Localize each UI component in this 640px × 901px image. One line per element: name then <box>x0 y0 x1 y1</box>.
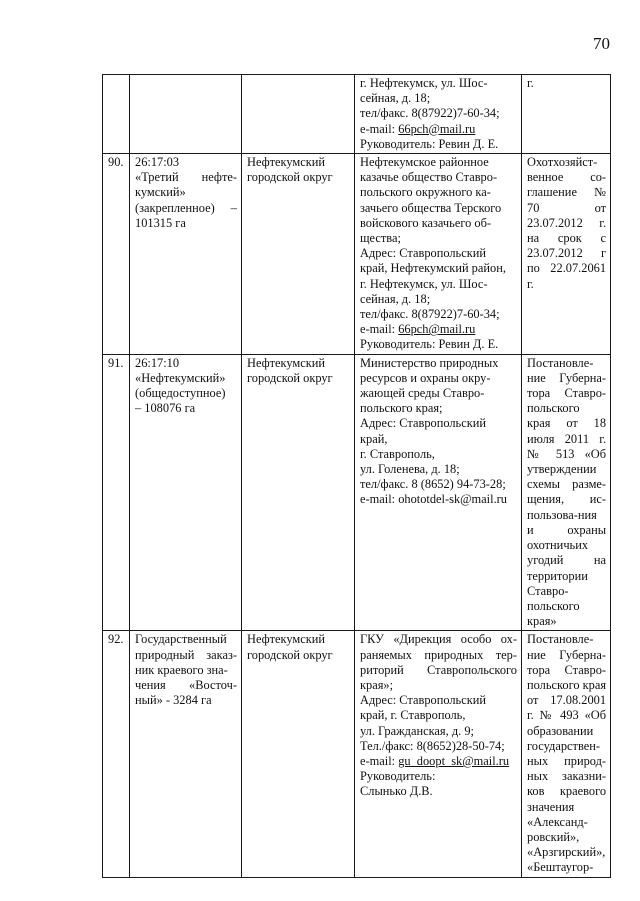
hunting-user-line: Адрес: Ставропольский <box>360 246 486 261</box>
hunting-user-line: e-mail: gu_doopt_sk@mail.ru <box>360 753 510 768</box>
hunting-user-line: Нефтекумское районное <box>360 155 489 170</box>
email-link[interactable]: 66pch@mail.ru <box>398 322 476 337</box>
cadastral-code-line: ник краевого зна- <box>135 662 228 677</box>
legal-basis-line: ных природ- <box>527 753 607 768</box>
hunting-user-line: тел/факс. 8(87922)7-60-34; <box>360 307 500 322</box>
municipal-district-line: городской округ <box>247 370 333 385</box>
hunting-user-line: Руководитель: <box>360 769 436 784</box>
hunting-user-line: польского края; <box>360 401 443 416</box>
hunting-user-line: край, <box>360 431 388 446</box>
hunting-user <box>355 354 522 631</box>
email-link[interactable]: gu_doopt_sk@mail.ru <box>398 753 510 768</box>
legal-basis-line: Постановле- <box>527 632 594 647</box>
row-number-line: 92. <box>108 632 124 647</box>
legal-basis-line: утверждении <box>527 462 597 477</box>
hunting-user-line: тел/факс. 8 (8652) 94-73-28; <box>360 477 506 492</box>
municipal-district <box>242 354 355 631</box>
legal-basis-line: территории <box>527 568 588 583</box>
legal-basis-line: государствен- <box>527 738 600 753</box>
hunting-user-line: Министерство природных <box>360 355 499 370</box>
legal-basis-line: тора Ставро- <box>527 386 607 401</box>
legal-basis-line: польского края <box>527 677 607 692</box>
cadastral-code-line: «Третий нефте- <box>135 170 237 185</box>
municipal-district <box>242 154 355 355</box>
legal-basis-line: «Арзгирский», <box>527 845 606 860</box>
legal-basis-line: угодий на <box>527 553 607 568</box>
row-number <box>103 75 130 154</box>
hunting-user <box>355 154 522 355</box>
hunting-user-line: риторий Ставропольского <box>360 662 517 677</box>
hunting-user-line: e-mail: 66pch@mail.ru <box>360 322 476 337</box>
page-number: 70 <box>593 34 610 53</box>
legal-basis-line: глашение № <box>527 185 607 200</box>
municipal-district <box>242 631 355 877</box>
legal-basis-line: Постановле- <box>527 355 594 370</box>
legal-basis-line: г. <box>527 276 534 291</box>
cadastral-code <box>130 154 242 355</box>
hunting-user-line: польского окружного ка- <box>360 185 491 200</box>
legal-basis-line: венное со- <box>527 170 607 185</box>
hunting-user-line: тел/факс. 8(87922)7-60-34; <box>360 106 500 121</box>
municipal-district-line: Нефтекумский <box>247 632 326 647</box>
legal-basis-line: схемы разме- <box>527 477 607 492</box>
hunting-grounds-table <box>102 74 611 878</box>
legal-basis-line: ние Губерна- <box>527 370 607 385</box>
legal-basis <box>522 631 611 877</box>
hunting-user-line: край, г. Ставрополь, <box>360 708 466 723</box>
legal-basis-line: ных заказни- <box>527 769 607 784</box>
municipal-district-line: городской округ <box>247 170 333 185</box>
legal-basis-line: № 513 «Об <box>527 446 607 461</box>
cadastral-code-line: 26:17:03 <box>135 155 180 170</box>
legal-basis-line: июля 2011 г. <box>527 431 607 446</box>
hunting-user-line: Руководитель: Ревин Д. Е. <box>360 337 499 352</box>
hunting-user-line: края»; <box>360 677 394 692</box>
cadastral-code <box>130 631 242 877</box>
legal-basis-line: «Александ- <box>527 814 588 829</box>
legal-basis-line: пользова-ния <box>527 507 597 522</box>
hunting-user-line: сейная, д. 18; <box>360 291 431 306</box>
legal-basis-line: 23.07.2012 г <box>527 246 607 261</box>
cadastral-code-line: кумский» <box>135 185 186 200</box>
hunting-user-line: ГКУ «Дирекция особо ох- <box>360 632 517 647</box>
legal-basis-line: значения <box>527 799 575 814</box>
hunting-user-line: жающей среды Ставро- <box>360 386 485 401</box>
legal-basis <box>522 154 611 355</box>
legal-basis-line: края от 18 <box>527 416 607 431</box>
legal-basis-line: на срок с <box>527 231 607 246</box>
legal-basis-line: и охраны <box>527 522 607 537</box>
legal-basis-line: ков краевого <box>527 784 607 799</box>
row-number <box>103 154 130 355</box>
legal-basis <box>522 354 611 631</box>
legal-basis-line: края» <box>527 614 557 629</box>
legal-basis-line: Охотхозяйст- <box>527 155 598 170</box>
hunting-user-line: Слынько Д.В. <box>360 784 433 799</box>
legal-basis-line: от 17.08.2001 <box>527 693 607 708</box>
legal-basis-line: г. <box>527 76 534 90</box>
legal-basis-line: ние Губерна- <box>527 647 607 662</box>
table-row <box>103 354 611 631</box>
hunting-user-line: e-mail: 66pch@mail.ru <box>360 121 476 136</box>
legal-basis-line: г. № 493 «Об <box>527 708 607 723</box>
hunting-user-line: ресурсов и охраны окру- <box>360 370 491 385</box>
table-row <box>103 154 611 355</box>
cadastral-code-line: 101315 га <box>135 215 186 230</box>
row-number <box>103 354 130 631</box>
hunting-user-line: г. Нефтекумск, ул. Шос- <box>360 76 488 90</box>
legal-basis-line: Ставро- <box>527 583 569 598</box>
row-number-line: 91. <box>108 355 124 370</box>
legal-basis-line: «Бештаугор- <box>527 860 594 875</box>
legal-basis-line: польского <box>527 598 580 613</box>
hunting-user-line: щества; <box>360 231 401 246</box>
hunting-user-line: казачье общество Ставро- <box>360 170 498 185</box>
table-row <box>103 631 611 877</box>
hunting-user <box>355 631 522 877</box>
cadastral-code <box>130 354 242 631</box>
cadastral-code-line: «Нефтекумский» <box>135 370 226 385</box>
cadastral-code-line: природный заказ- <box>135 647 237 662</box>
hunting-user <box>355 75 522 154</box>
municipal-district-line: Нефтекумский <box>247 155 326 170</box>
municipal-district-line: городской округ <box>247 647 333 662</box>
cadastral-code-line: Государственный <box>135 632 227 647</box>
legal-basis-line: 23.07.2012 г. <box>527 215 607 230</box>
legal-basis-line: охотничьих <box>527 538 589 553</box>
hunting-user-line: Адрес: Ставропольский <box>360 416 486 431</box>
cadastral-code-line: 26:17:10 <box>135 355 180 370</box>
legal-basis-line: ровский», <box>527 829 580 844</box>
hunting-user-line: e-mail: ohototdel-sk@mail.ru <box>360 492 507 507</box>
hunting-user-line: Руководитель: Ревин Д. Е. <box>360 136 499 151</box>
hunting-user-line: ул. Гражданская, д. 9; <box>360 723 474 738</box>
email-link[interactable]: 66pch@mail.ru <box>398 121 476 136</box>
municipal-district-line: Нефтекумский <box>247 355 326 370</box>
legal-basis <box>522 75 611 154</box>
hunting-user-line: Адрес: Ставропольский <box>360 693 486 708</box>
row-number <box>103 631 130 877</box>
cadastral-code-line: чения «Восточ- <box>135 677 237 692</box>
hunting-user-line: край, Нефтекумский район, <box>360 261 506 276</box>
hunting-user-line: Тел./факс: 8(8652)28-50-74; <box>360 738 505 753</box>
legal-basis-line: образовании <box>527 723 594 738</box>
legal-basis-line: по 22.07.2061 <box>527 261 607 276</box>
hunting-user-line: г. Нефтекумск, ул. Шос- <box>360 276 488 291</box>
cadastral-code-line: (закрепленное) – <box>135 200 237 215</box>
municipal-district <box>242 75 355 154</box>
cadastral-code <box>130 75 242 154</box>
hunting-user-line: войскового казачьего об- <box>360 215 492 230</box>
legal-basis-line: щения, ис- <box>527 492 607 507</box>
hunting-user-line: сейная, д. 18; <box>360 91 431 106</box>
cadastral-code-line: ный» - 3284 га <box>135 693 212 708</box>
row-number-line: 90. <box>108 155 124 170</box>
hunting-user-line: раняемых природных тер- <box>360 647 517 662</box>
legal-basis-line: тора Ставро- <box>527 662 607 677</box>
table-row <box>103 75 611 154</box>
legal-basis-line: 70 от <box>527 200 607 215</box>
hunting-user-line: ул. Голенева, д. 18; <box>360 462 460 477</box>
legal-basis-line: польского <box>527 401 580 416</box>
hunting-user-line: зачьего общества Терского <box>360 200 502 215</box>
cadastral-code-line: – 108076 га <box>135 401 196 416</box>
hunting-user-line: г. Ставрополь, <box>360 446 435 461</box>
cadastral-code-line: (общедоступное) <box>135 386 226 401</box>
